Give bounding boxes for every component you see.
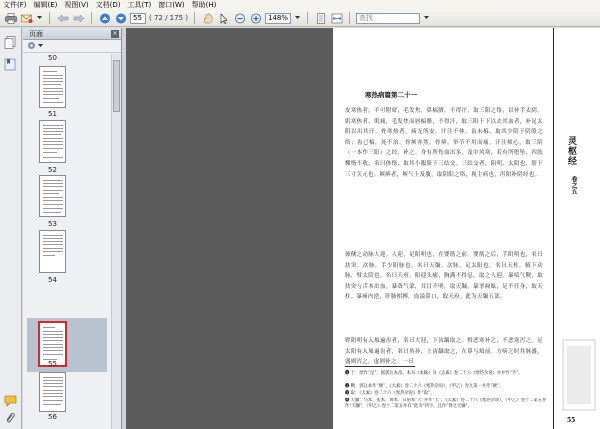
page-up-icon[interactable] [98, 12, 111, 25]
menu-bar [0, 0, 600, 10]
toolbar-divider [349, 12, 350, 24]
page-thumbnail[interactable] [39, 230, 66, 273]
footnote: ❹ 天牖：马本、张本、黄本、日刻本“天”并作“天”，《太素》卷二十六《寒热杂说》、《甲乙》卷十二第五并作“天牖”，《甲乙》卷十二第五亦有“此为”四字，且作“臂之天牖”。 [345, 398, 547, 410]
thumbnail-label: 50 [48, 54, 57, 62]
zoom-in-icon[interactable] [249, 12, 262, 25]
pages-panel [23, 28, 122, 429]
book-title: 灵枢经 [566, 136, 576, 166]
panel-title: 页面 [29, 29, 43, 38]
pages-icon[interactable] [4, 36, 17, 49]
document-area [126, 28, 600, 429]
zoom-out-icon[interactable] [233, 12, 246, 25]
thumbnail-label: 53 [48, 220, 57, 228]
select-tool-icon[interactable] [217, 12, 230, 25]
page-down-icon[interactable] [114, 12, 127, 25]
footnote: ❶ 于：原作“足”，据郭注本改。本书《本输》及《太素》卷二十六《寒热杂说》亦并作“手”。 [345, 371, 523, 376]
margin-rule [553, 28, 554, 429]
toolbar-divider [194, 12, 195, 24]
fit-page-icon[interactable] [314, 12, 327, 25]
document-page [333, 28, 600, 429]
menu-document[interactable]: 文档(D) [95, 1, 121, 9]
page-count-label: ( 72 / 175 ) [149, 14, 188, 22]
back-arrow-icon[interactable] [56, 12, 69, 25]
fit-width-icon[interactable] [330, 12, 343, 25]
section-title: 寒热病篇第二十一 [365, 91, 417, 99]
seal-watermark [559, 336, 599, 414]
body-paragraph: 颈侧之动脉人迎。人迎，足阳明也，在婴筋之前。婴筋之后，手阳明也，名曰扶突。次脉，手少阳脉也，名曰天牖。次脉，足太阳也，名曰天柱。腋下动脉，臂太阴也，名曰天府。阳迎头痛，胸满不得息，取之人迎。暴喑气鞕，取扶突与舌本出血。暴聋气蒙，耳目不明，取天牖。暴挛痫眩，足不任身，取天柱。暴瘅内逆，肝肺相搏，血溢鼻口，取天府。此为天牖五部。 [345, 252, 543, 301]
options-icon[interactable] [27, 41, 45, 52]
navigation-strip [0, 28, 22, 429]
email-icon[interactable] [20, 12, 33, 25]
volume-label: 卷之五 [570, 176, 577, 194]
comments-icon[interactable] [4, 394, 17, 407]
panel-header [23, 28, 121, 40]
thumbnail-label: 52 [48, 166, 57, 174]
menu-help[interactable]: 帮助(H) [191, 1, 217, 9]
menu-view[interactable]: 视图(V) [64, 1, 89, 9]
bookmarks-icon[interactable] [4, 58, 17, 71]
zoom-input[interactable] [265, 13, 291, 24]
thumbnail-label: 51 [48, 110, 57, 118]
menu-file[interactable]: 文件(F) [3, 1, 27, 9]
chevron-down-icon[interactable] [36, 13, 43, 24]
close-icon[interactable]: × [112, 30, 118, 37]
body-paragraph: 皮寒热者，不可附席，毛发焦，鼻槁腊，不得汗，取三阳之络，以补手太阴。肌寒热者，肌痛，毛发焦而唇槁腊，不得汗，取三阳于下以去其血者，补足太阴以出其汗。骨寒热者，病无所安，汗注不休，齿未槁，取其少阴于阴股之络；齿已槁，死不治。骨厥亦然。骨痹，举节不用而痛，汗注烦心，取三阴（一本作三阳）之经，补之。身有所伤血出多，及中风寒，若有所堕坠，四肢懈惰不收，名曰体惰，取其小腹脐下三结交。三结交者，阳明、太阴也，脐下三寸关元也。厥痹者，厥气上及腹，取阴阳之络，视主病也，泻阳补阴经也。 [345, 108, 543, 178]
chevron-down-icon[interactable] [294, 13, 301, 24]
forward-arrow-icon[interactable] [72, 12, 85, 25]
page-thumbnail[interactable] [39, 372, 66, 412]
body-paragraph: 臂阳明有入頄遍齿者，名曰大迎，下齿龋取之。臂恶寒补之，不恶寒泻之。足太阳有入頄遍齿者，名曰角孙，上齿龋取之，在鼻与頄前。方病之时其脉盛，盛则泻之，虚则补之。一曰 [345, 338, 543, 366]
thumbnail-label: 54 [48, 276, 57, 284]
page-number: 55 [567, 417, 576, 424]
footnote-rule [345, 366, 415, 367]
chevron-down-icon[interactable] [423, 13, 430, 24]
thumbnail-label: 56 [48, 413, 57, 421]
toolbar-divider [307, 12, 308, 24]
print-icon[interactable] [4, 12, 17, 25]
thumbnail-scrollbar[interactable] [111, 54, 121, 429]
page-thumbnail[interactable] [39, 120, 66, 163]
panel-options [23, 40, 121, 53]
menu-window[interactable]: 窗口(W) [158, 1, 185, 9]
search-input[interactable] [356, 13, 420, 24]
thumbnail-label: 55 [48, 360, 57, 368]
menu-tools[interactable]: 工具(T) [127, 1, 152, 9]
toolbar-divider [91, 12, 92, 24]
footnote: ❷ 鞕：郭注本作“硬”。《太素》卷二十六《寒热杂说》、《甲乙》卷九第一并作“硬”。 [345, 384, 504, 389]
toolbar-divider [49, 12, 50, 24]
thumbnail-list [23, 54, 111, 429]
hand-tool-icon[interactable] [201, 12, 214, 25]
scrollbar-thumb[interactable] [113, 60, 120, 112]
page-number-input[interactable] [130, 13, 146, 24]
toolbar [0, 10, 600, 27]
attachment-icon[interactable] [4, 412, 17, 425]
menu-edit[interactable]: 编辑(E) [33, 1, 58, 9]
page-thumbnail[interactable] [39, 66, 66, 108]
footnote: ❸ 取：《太素》卷二十六《寒热杂说》作“取”。 [345, 391, 435, 396]
page-thumbnail[interactable] [39, 175, 66, 217]
